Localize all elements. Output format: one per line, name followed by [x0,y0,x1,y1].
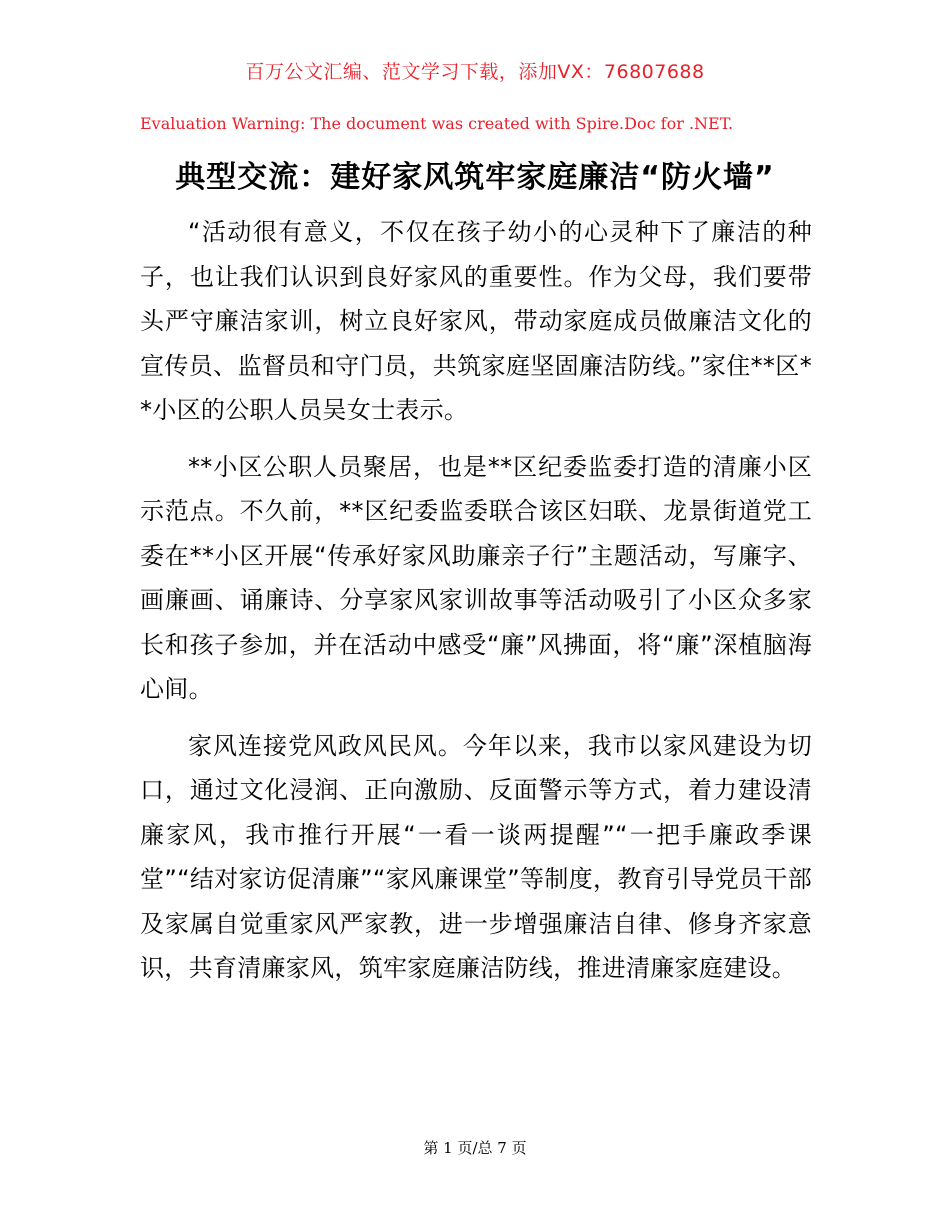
paragraph-2: **小区公职人员聚居，也是**区纪委监委打造的清廉小区示范点。不久前，**区纪委监委联合该区妇联、龙景街道党工委在**小区开展“传承好家风助廉亲子行”主题活动，写廉字、画廉画、诵廉诗、分享家风家训故事等活动吸引了小区众多家长和孩子参加，并在活动中感受“廉”风拂面，将“廉”深植脑海心间。 [140,452,812,703]
page-footer: 第 1 页/总 7 页 [423,1139,527,1157]
paragraph-3: 家风连接党风政风民风。今年以来，我市以家风建设为切口，通过文化浸润、正向激励、反面警示等方式，着力建设清廉家风，我市推行开展“一看一谈两提醒”“一把手廉政季课堂”“结对家访促清廉”“家风廉课堂”等制度，教育引导党员干部及家属自觉重家风严家教，进一步增强廉洁自律、修身齐家意识，共育清廉家风，筑牢家庭廉洁防线，推进清廉家庭建设。 [140,731,812,982]
document-body [140,210,812,1003]
header-banner: 百万公文汇编、范文学习下载，添加VX：76807688 [245,61,705,83]
paragraph-1: “活动很有意义，不仅在孩子幼小的心灵种下了廉洁的种子，也让我们认识到良好家风的重要性。作为父母，我们要带头严守廉洁家训，树立良好家风，带动家庭成员做廉洁文化的宣传员、监督员和守门员，共筑家庭坚固廉洁防线。”家住**区**小区的公职人员吴女士表示。 [140,218,812,424]
evaluation-warning: Evaluation Warning: The document was created with Spire.Doc for .NET. [140,114,734,133]
document-title: 典型交流：建好家风筑牢家庭廉洁“防火墙” [175,160,775,195]
